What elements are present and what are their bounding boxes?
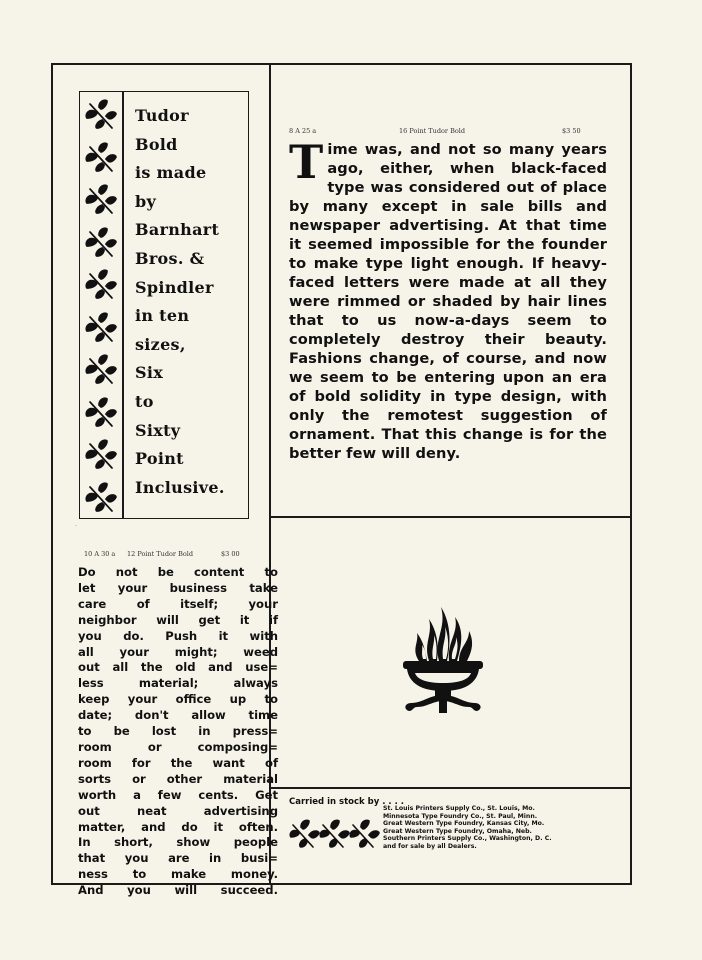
right-divider-top: [269, 516, 630, 518]
leaf-icon: [84, 183, 118, 217]
small-specimen-line: less material; always: [78, 676, 278, 691]
small-spec-left: 10 A 30 a: [84, 550, 116, 558]
small-specimen-text: [78, 565, 278, 899]
leaf-icon: [84, 268, 118, 302]
small-specimen-line: you do. Push it with: [78, 628, 278, 643]
list-word: Inclusive.: [135, 477, 225, 497]
stock-dealer-line: and for sale by all Dealers.: [383, 842, 477, 850]
specimen-page-frame: [51, 63, 632, 898]
list-box-divider: [122, 92, 124, 518]
list-word: is made: [135, 163, 207, 183]
stock-dealer-line: Great Western Type Foundry, Kansas City, Mo.: [383, 820, 545, 828]
list-word: Bold: [135, 134, 178, 154]
main-specimen-body: ime was, and not so many years ago, either, when black-faced type was considered out of place by many except in sale bills and newspaper advertising. At that time it seemed impossible for the founder to make type light enough. If heavy-faced letters were made at all they were rimmed or shaded by hair lines that to us now-a-days seem to completely destroy their beauty. Fashions change, of course, and now we seem to be entering upon an era of bold solidity in type design, with only the remotest suggestion of ornament. That this change is for the better few will deny.: [289, 141, 607, 462]
main-spec-center: 16 Point Tudor Bold: [399, 127, 466, 135]
list-word: sizes,: [135, 334, 186, 354]
main-spec-right: $3 50: [562, 127, 581, 135]
small-specimen-line: room or composing=: [78, 739, 278, 754]
leaf-icon: [84, 98, 118, 132]
leaf-icon: [84, 481, 118, 515]
brazier-icon: [389, 599, 497, 719]
small-specimen-line: room for the want of: [78, 755, 278, 770]
small-specimen-line: neighbor will get it if: [78, 612, 278, 627]
list-word: by: [135, 191, 157, 211]
feature-list-box: [79, 91, 249, 519]
page-mark: ·: [75, 523, 77, 530]
main-specimen-text: [289, 135, 607, 463]
small-specimen-line: Do not be content to: [78, 565, 278, 579]
leaf-icon: [84, 438, 118, 472]
leaf-icon: [84, 311, 118, 345]
small-specimen-line: care of itself; your: [78, 596, 278, 611]
leaf-icon: [84, 396, 118, 430]
stock-dealer-line: Southern Printers Supply Co., Washington, D. C.: [383, 835, 552, 843]
leaf-icon: [84, 141, 118, 175]
stock-dealer-line: St. Louis Printers Supply Co., St. Louis, Mo.: [383, 805, 535, 812]
list-word: to: [135, 392, 154, 411]
list-word: Six: [135, 363, 164, 383]
right-divider-bottom: [269, 787, 630, 789]
list-word: Sixty: [135, 420, 181, 440]
leaf-icon: [84, 353, 118, 387]
small-spec-center: 12 Point Tudor Bold: [127, 550, 194, 558]
small-specimen-line: date; don't allow time: [78, 708, 278, 723]
stock-dealer-line: Great Western Type Foundry, Omaha, Neb.: [383, 827, 532, 835]
stock-dealer-list: [383, 805, 552, 851]
small-specimen-line: matter, and do it often.: [78, 819, 278, 834]
small-specimen-line: let your business take: [78, 580, 278, 595]
small-specimen-line: out neat advertising: [78, 803, 278, 818]
list-word: Spindler: [135, 277, 214, 297]
list-word: Bros. &: [135, 249, 205, 268]
leaf-icon: [84, 226, 118, 260]
small-specimen-line: And you will succeed.: [78, 883, 278, 898]
main-spec-left: 8 A 25 a: [289, 127, 317, 135]
small-specimen-line: In short, show people: [78, 835, 278, 850]
small-specimen-line: all your might; weed: [78, 644, 278, 659]
dropcap-letter: T: [289, 135, 324, 189]
small-specimen-line: sorts or other material: [78, 771, 278, 786]
small-specimen-line: worth a few cents. Get: [78, 787, 278, 802]
small-specimen-line: keep your office up to: [78, 692, 278, 707]
small-specimen-line: ness to make money.: [78, 867, 278, 882]
list-word: in ten: [135, 306, 190, 326]
sprig-icon: [287, 817, 383, 851]
list-word: Point: [135, 449, 184, 469]
small-spec-right: $3 00: [221, 550, 240, 558]
carried-in-stock-label: Carried in stock by . . . .: [289, 797, 404, 807]
list-word: Barnhart: [135, 220, 220, 240]
list-word: Tudor: [135, 106, 189, 125]
stock-dealer-line: Minnesota Type Foundry Co., St. Paul, Minn.: [383, 812, 538, 820]
small-specimen-line: to be lost in press=: [78, 724, 278, 739]
small-specimen-line: out all the old and use=: [78, 660, 278, 675]
small-specimen-line: that you are in busi=: [78, 851, 278, 866]
